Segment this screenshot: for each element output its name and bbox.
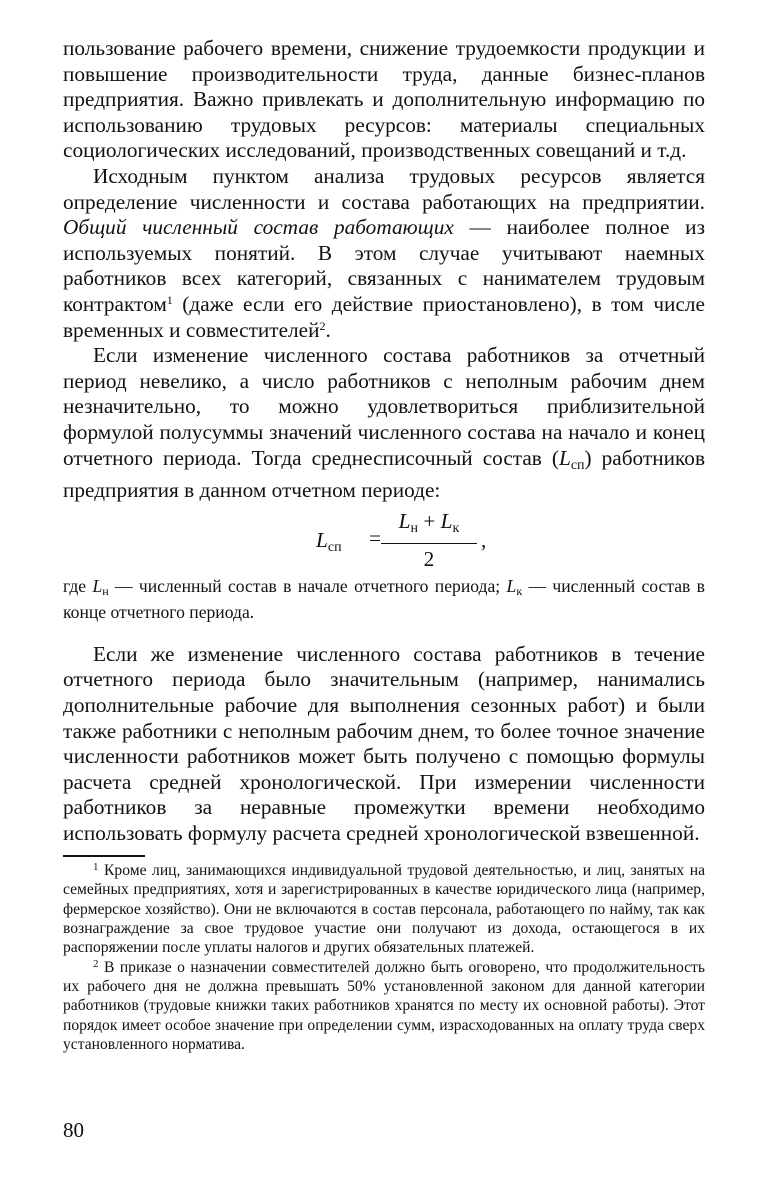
footnote-2 (63, 958, 705, 1055)
footnote-1 (63, 861, 705, 958)
formula-explanation (63, 576, 705, 624)
formula-lhs (316, 528, 342, 561)
paragraph-4: Если же изменение численного состава работников в течение отчетного периода было значительным (например, нанимались дополнительные рабочие для выполнения сезонных работ) и были также работники с неполным рабочим днем, то более точное значение численности работников может быть получено с помощью формулы расчета средней хронологической. При измерении численности работников за неравные промежутки времени необходимо использовать формулу расчета средней хронологической взвешенной. (63, 641, 705, 846)
formula-comma: , (481, 527, 487, 552)
formula-average-headcount (63, 508, 705, 574)
formula-explanation-sub-2: к (516, 583, 523, 598)
footnote-2-text: В приказе о назначении совместителей должно быть оговорено, что продолжительность их рабочего дня не должна превышать 50% установленной законом для данной категории работников (трудовые книжки таких работников хранятся по месту их основной работы). Этот порядок имеет особое значение при определении сумм, израсходованных на оплату труда сверх установленного норматива. (63, 958, 705, 1054)
paragraph-2-text-d: . (325, 317, 331, 342)
formula-fraction (381, 508, 477, 573)
formula-explanation-text-b: — численный состав в начале отчетного периода; (108, 575, 507, 596)
formula-explanation-symbol-1: L (92, 575, 103, 596)
footnote-ref-1[interactable]: 1 (166, 292, 173, 307)
formula-plus-sign: + (418, 508, 441, 533)
main-text (63, 36, 705, 847)
footnote-ref-2[interactable]: 2 (319, 318, 326, 333)
formula-numerator-sub-1: н (410, 520, 418, 536)
formula-denominator: 2 (423, 547, 435, 572)
formula-explanation-text-a: где (63, 575, 93, 596)
paragraph-2-text-a: Исходным пунктом анализа трудовых ресурсов является определение численности и состава работающих на предприятии. (63, 163, 705, 214)
paragraph-1: пользование рабочего времени, снижение трудоемкости продукции и повышение производительности труда, данные бизнес-планов предприятия. Важно привлекать и дополнительную информацию по использованию трудовых ресурсов: материалы специальных социологических исследований, производственных совещаний и т.д. (63, 36, 705, 163)
formula-numerator-symbol-2: L (440, 508, 453, 533)
footnote-2-number: 2 (93, 957, 99, 970)
footnote-separator (63, 855, 145, 857)
paragraph-3-symbol-sub: сп (570, 457, 585, 473)
paragraph-3-symbol-l: L (558, 445, 571, 470)
formula-equals-sign: = (369, 525, 382, 550)
formula-numerator-symbol-1: L (398, 508, 411, 533)
formula-numerator (381, 508, 477, 542)
formula-lhs-symbol: L (316, 527, 328, 552)
formula-fraction-bar (381, 543, 477, 545)
paragraph-2-text-c: (даже если его действие приостановлено), в том числе временных и совместителей (63, 291, 705, 342)
paragraph-3-text-b: ) работников предприятия в данном отчетном периоде: (63, 445, 705, 503)
footnotes (63, 861, 705, 1054)
formula-lhs-sub: сп (327, 539, 342, 555)
formula-numerator-sub-2: к (452, 520, 460, 536)
footnote-1-number: 1 (93, 861, 99, 873)
formula-explanation-symbol-2: L (506, 575, 517, 596)
footnote-1-text: Кроме лиц, занимающихся индивидуальной трудовой деятельностью, и лиц, занятых на семейных предприятиях, хотя и зарегистрированных в качестве юридического лица (например, фермерское хозяйство). Они не включаются в состав персонала, работающего по найму, так как вознаграждение за свое трудовое участие они получают из дохода, остающегося в их распоряжении после уплаты налогов и других обязательных платежей. (63, 862, 705, 957)
paragraph-2-text-b: — наиболее полное из используемых понятий. В этом случае учитывают наемных работников всех категорий, связанных с нанимателем трудовым контрактом (63, 215, 705, 316)
paragraph-3-text-a: Если изменение численного состава работников за отчетный период невелико, а число работников с неполным рабочим днем незначительно, то можно удовлетвориться приблизительной формулой полусуммы значений численного состава на начало и конец отчетного периода. Тогда среднесписочный состав ( (63, 343, 705, 470)
paragraph-2-italic-term: Общий численный состав работающих (63, 215, 454, 240)
formula-explanation-text-c: — численный состав в конце отчетного периода. (63, 575, 705, 623)
paragraph-2 (63, 164, 705, 343)
paragraph-3 (63, 343, 705, 504)
formula-explanation-sub-1: н (102, 583, 109, 598)
page-number: 80 (63, 1118, 84, 1142)
